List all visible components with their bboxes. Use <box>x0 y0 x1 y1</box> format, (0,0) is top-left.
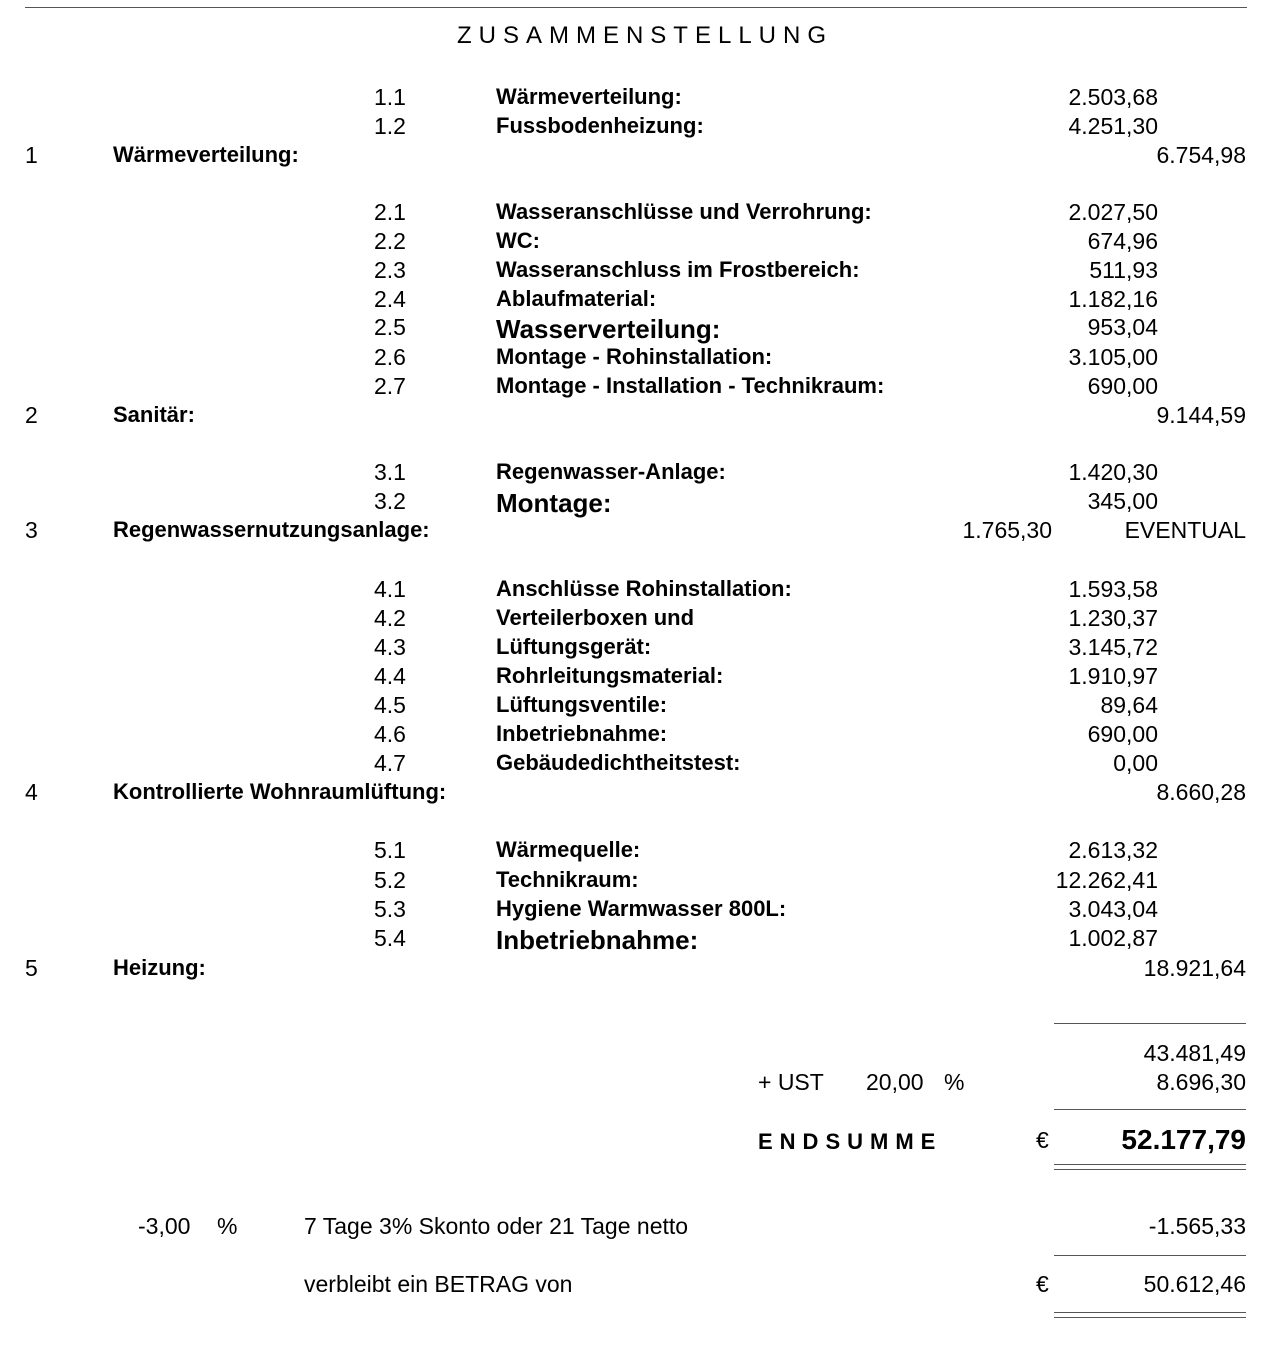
item-label: Anschlüsse Rohinstallation: <box>496 576 792 601</box>
section-name: Sanitär: <box>113 402 195 427</box>
section-name: Regenwassernutzungsanlage: <box>113 517 430 542</box>
item-label: Montage - Rohinstallation: <box>496 344 773 369</box>
item-label: Gebäudedichtheitstest: <box>496 750 741 775</box>
section-total: 8.660,28 <box>1156 779 1246 805</box>
item-amount: 511,93 <box>1089 257 1158 283</box>
item-label: Rohrleitungsmaterial: <box>496 663 724 688</box>
item-code: 2.6 <box>374 344 406 370</box>
item-amount: 953,04 <box>1087 314 1158 340</box>
item-amount: 4.251,30 <box>1068 113 1158 139</box>
item-label: Fussbodenheizung: <box>496 113 704 138</box>
section-number: 3 <box>25 517 38 543</box>
vat-amount: 8.696,30 <box>1156 1069 1246 1095</box>
section-name: Heizung: <box>113 955 206 980</box>
item-label: Verteilerboxen und <box>496 605 695 630</box>
section-total: 9.144,59 <box>1156 402 1246 428</box>
item-code: 2.7 <box>374 373 406 399</box>
item-code: 4.6 <box>374 721 406 747</box>
subtotal-rule <box>1054 1023 1246 1024</box>
item-code: 5.1 <box>374 837 406 863</box>
item-label: WC: <box>496 228 540 253</box>
discount-rate: -3,00 <box>138 1213 191 1239</box>
item-code: 2.3 <box>374 257 406 283</box>
section-note: EVENTUAL <box>1124 517 1246 543</box>
endsumme-double-rule-1 <box>1054 1164 1246 1165</box>
vat-rule <box>1054 1109 1246 1110</box>
item-amount: 12.262,41 <box>1055 867 1158 893</box>
item-amount: 1.593,58 <box>1068 576 1158 602</box>
document-title: ZUSAMMENSTELLUNG <box>456 22 834 49</box>
item-code: 4.2 <box>374 605 406 631</box>
section-number: 2 <box>25 402 38 428</box>
item-label: Lüftungsventile: <box>496 692 668 717</box>
item-code: 1.1 <box>374 84 406 110</box>
item-code: 4.5 <box>374 692 406 718</box>
item-amount: 690,00 <box>1087 373 1158 399</box>
item-amount: 3.145,72 <box>1068 634 1158 660</box>
item-code: 2.2 <box>374 228 406 254</box>
item-code: 5.2 <box>374 867 406 893</box>
discount-rule <box>1054 1255 1246 1256</box>
net-total: 43.481,49 <box>1143 1040 1246 1066</box>
item-code: 2.5 <box>374 314 406 340</box>
top-rule <box>25 7 1247 8</box>
remaining-amount: 50.612,46 <box>1143 1271 1246 1297</box>
item-label: Wasserverteilung: <box>496 314 721 344</box>
currency-symbol: € <box>1036 1271 1049 1297</box>
final-double-rule-1 <box>1054 1312 1246 1313</box>
item-code: 4.1 <box>374 576 406 602</box>
item-amount: 1.420,30 <box>1068 459 1158 485</box>
section-number: 4 <box>25 779 38 805</box>
item-label: Wärmeverteilung: <box>496 84 682 109</box>
section-total: 6.754,98 <box>1156 142 1246 168</box>
remaining-label: verbleibt ein BETRAG von <box>304 1271 573 1297</box>
discount-percent-sign: % <box>217 1213 238 1239</box>
item-amount: 3.043,04 <box>1068 896 1158 922</box>
item-code: 4.7 <box>374 750 406 776</box>
item-amount: 2.503,68 <box>1068 84 1158 110</box>
section-total: 18.921,64 <box>1143 955 1246 981</box>
item-amount: 1.910,97 <box>1068 663 1158 689</box>
item-label: Wasseranschlüsse und Verrohrung: <box>496 199 872 224</box>
item-label: Ablaufmaterial: <box>496 286 657 311</box>
section-number: 1 <box>25 142 38 168</box>
item-amount: 1.182,16 <box>1068 286 1158 312</box>
item-label: Regenwasser-Anlage: <box>496 459 726 484</box>
vat-label: + UST <box>758 1069 824 1095</box>
item-amount: 690,00 <box>1087 721 1158 747</box>
item-label: Montage: <box>496 488 612 518</box>
item-label: Wärmequelle: <box>496 837 641 862</box>
item-code: 4.3 <box>374 634 406 660</box>
section-name: Kontrollierte Wohnraumlüftung: <box>113 779 447 804</box>
item-label: Hygiene Warmwasser 800L: <box>496 896 787 921</box>
item-label: Inbetriebnahme: <box>496 721 668 746</box>
item-label: Montage - Installation - Technikraum: <box>496 373 885 398</box>
currency-symbol: € <box>1036 1127 1049 1153</box>
discount-amount: -1.565,33 <box>1148 1213 1246 1239</box>
item-code: 3.1 <box>374 459 406 485</box>
item-amount: 674,96 <box>1087 228 1158 254</box>
item-amount: 2.027,50 <box>1068 199 1158 225</box>
item-amount: 0,00 <box>1113 750 1158 776</box>
item-code: 5.3 <box>374 896 406 922</box>
discount-text: 7 Tage 3% Skonto oder 21 Tage netto <box>304 1213 689 1239</box>
item-amount: 1.230,37 <box>1068 605 1158 631</box>
item-amount: 345,00 <box>1087 488 1158 514</box>
item-amount: 3.105,00 <box>1068 344 1158 370</box>
endsumme-double-rule-2 <box>1054 1169 1246 1170</box>
item-label: Lüftungsgerät: <box>496 634 652 659</box>
item-amount: 1.002,87 <box>1068 925 1158 951</box>
item-code: 5.4 <box>374 925 406 951</box>
section-number: 5 <box>25 955 38 981</box>
section-name: Wärmeverteilung: <box>113 142 299 167</box>
item-label: Wasseranschluss im Frostbereich: <box>496 257 860 282</box>
section-total: 1.765,30 <box>962 517 1052 543</box>
vat-rate: 20,00 <box>866 1069 924 1095</box>
endsumme-label: ENDSUMME <box>758 1129 943 1154</box>
item-code: 2.4 <box>374 286 406 312</box>
final-double-rule-2 <box>1054 1317 1246 1318</box>
item-code: 2.1 <box>374 199 406 225</box>
item-amount: 2.613,32 <box>1068 837 1158 863</box>
item-code: 4.4 <box>374 663 406 689</box>
item-label: Inbetriebnahme: <box>496 925 699 955</box>
vat-percent-sign: % <box>944 1069 965 1095</box>
item-code: 1.2 <box>374 113 406 139</box>
endsumme-amount: 52.177,79 <box>1121 1124 1246 1155</box>
item-label: Technikraum: <box>496 867 639 892</box>
item-amount: 89,64 <box>1100 692 1158 718</box>
item-code: 3.2 <box>374 488 406 514</box>
